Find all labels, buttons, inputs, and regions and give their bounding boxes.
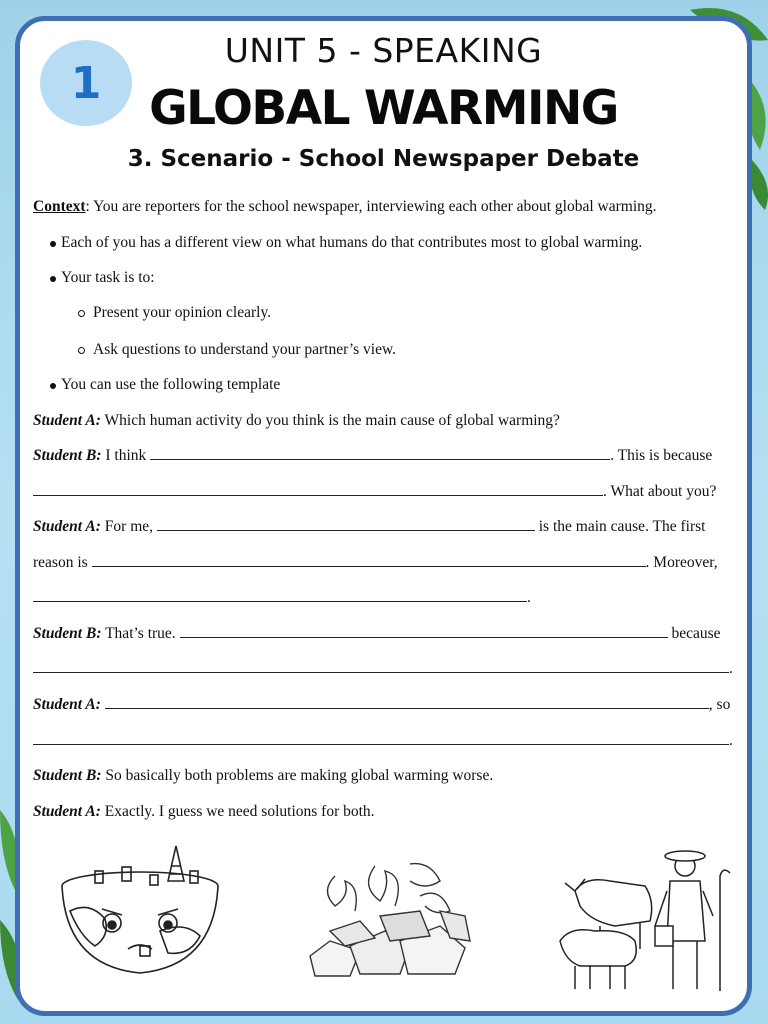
dialogue-text: , so bbox=[708, 696, 731, 713]
dialogue-text: . This is because bbox=[610, 447, 713, 464]
farmer-livestock-illustration bbox=[555, 831, 745, 996]
dialogue-text: because bbox=[671, 625, 721, 642]
speaker-label: Student B: bbox=[33, 625, 102, 642]
dialogue-text: Which human activity do you think is the main cause of global warming? bbox=[104, 412, 560, 429]
dialogue-line bbox=[33, 659, 733, 679]
answer-blank[interactable] bbox=[33, 659, 729, 673]
bullet-icon bbox=[50, 241, 56, 247]
worksheet-card bbox=[15, 16, 752, 1016]
dialogue-text: For me, bbox=[104, 518, 153, 535]
dialogue-line bbox=[33, 731, 733, 751]
dialogue-line bbox=[33, 446, 712, 466]
context-text: : You are reporters for the school newspaper, interviewing each other about global warming. bbox=[85, 198, 657, 215]
scenario-subtitle: 3. Scenario - School Newspaper Debate bbox=[127, 146, 640, 172]
bullet-text: Each of you has a different view on what humans do that contributes most to global warming. bbox=[61, 234, 643, 251]
answer-blank[interactable] bbox=[92, 553, 646, 567]
dialogue-text: . bbox=[729, 732, 733, 749]
answer-blank[interactable] bbox=[33, 482, 603, 496]
circle-bullet-icon bbox=[78, 310, 85, 317]
bullet-item bbox=[33, 375, 733, 395]
bullet-item bbox=[33, 268, 733, 288]
answer-blank[interactable] bbox=[157, 517, 535, 531]
dialogue-line bbox=[33, 482, 716, 502]
lesson-number: 1 bbox=[70, 57, 102, 109]
dialogue-text: . Moreover, bbox=[645, 554, 718, 571]
dialogue-line bbox=[33, 553, 718, 573]
answer-blank[interactable] bbox=[33, 588, 527, 602]
answer-blank[interactable] bbox=[180, 624, 668, 638]
speaker-label: Student A: bbox=[33, 696, 101, 713]
dialogue-line bbox=[33, 517, 705, 537]
bullet-item bbox=[33, 233, 733, 253]
dialogue-line bbox=[33, 588, 531, 608]
bullet-icon bbox=[50, 383, 56, 389]
sub-bullet-item bbox=[33, 340, 733, 360]
context-label: Context bbox=[33, 198, 86, 215]
unit-heading: UNIT 5 - SPEAKING bbox=[224, 31, 543, 70]
bullet-text: You can use the following template bbox=[61, 376, 281, 393]
dialogue-line bbox=[33, 411, 560, 431]
dialogue-text: I think bbox=[105, 447, 147, 464]
answer-blank[interactable] bbox=[33, 731, 729, 745]
bullet-icon bbox=[50, 276, 56, 282]
dialogue-text: So basically both problems are making global warming worse. bbox=[105, 767, 494, 784]
sad-earth-illustration bbox=[50, 841, 230, 981]
page-title: GLOBAL WARMING bbox=[149, 81, 618, 136]
dialogue-text: . bbox=[729, 660, 733, 677]
dialogue-line bbox=[33, 766, 493, 786]
dialogue-line bbox=[33, 624, 721, 644]
burning-trash-illustration bbox=[290, 856, 490, 986]
answer-blank[interactable] bbox=[150, 446, 610, 460]
sub-bullet-text: Ask questions to understand your partner’s view. bbox=[93, 341, 397, 358]
speaker-label: Student A: bbox=[33, 803, 101, 820]
dialogue-line bbox=[33, 695, 730, 715]
speaker-label: Student A: bbox=[33, 518, 101, 535]
bullet-text: Your task is to: bbox=[61, 269, 155, 286]
speaker-label: Student B: bbox=[33, 767, 102, 784]
speaker-label: Student A: bbox=[33, 412, 101, 429]
circle-bullet-icon bbox=[78, 347, 85, 354]
speaker-label: Student B: bbox=[33, 447, 102, 464]
dialogue-text: That’s true. bbox=[105, 625, 176, 642]
sub-bullet-item bbox=[33, 303, 733, 323]
dialogue-text: is the main cause. The first bbox=[538, 518, 706, 535]
dialogue-text: . bbox=[527, 589, 531, 606]
dialogue-text: Exactly. I guess we need solutions for both. bbox=[104, 803, 375, 820]
sub-bullet-text: Present your opinion clearly. bbox=[93, 304, 272, 321]
dialogue-text: reason is bbox=[33, 554, 88, 571]
dialogue-text: . What about you? bbox=[603, 483, 717, 500]
dialogue-line bbox=[33, 802, 375, 822]
context-paragraph bbox=[33, 197, 657, 217]
answer-blank[interactable] bbox=[105, 695, 709, 709]
